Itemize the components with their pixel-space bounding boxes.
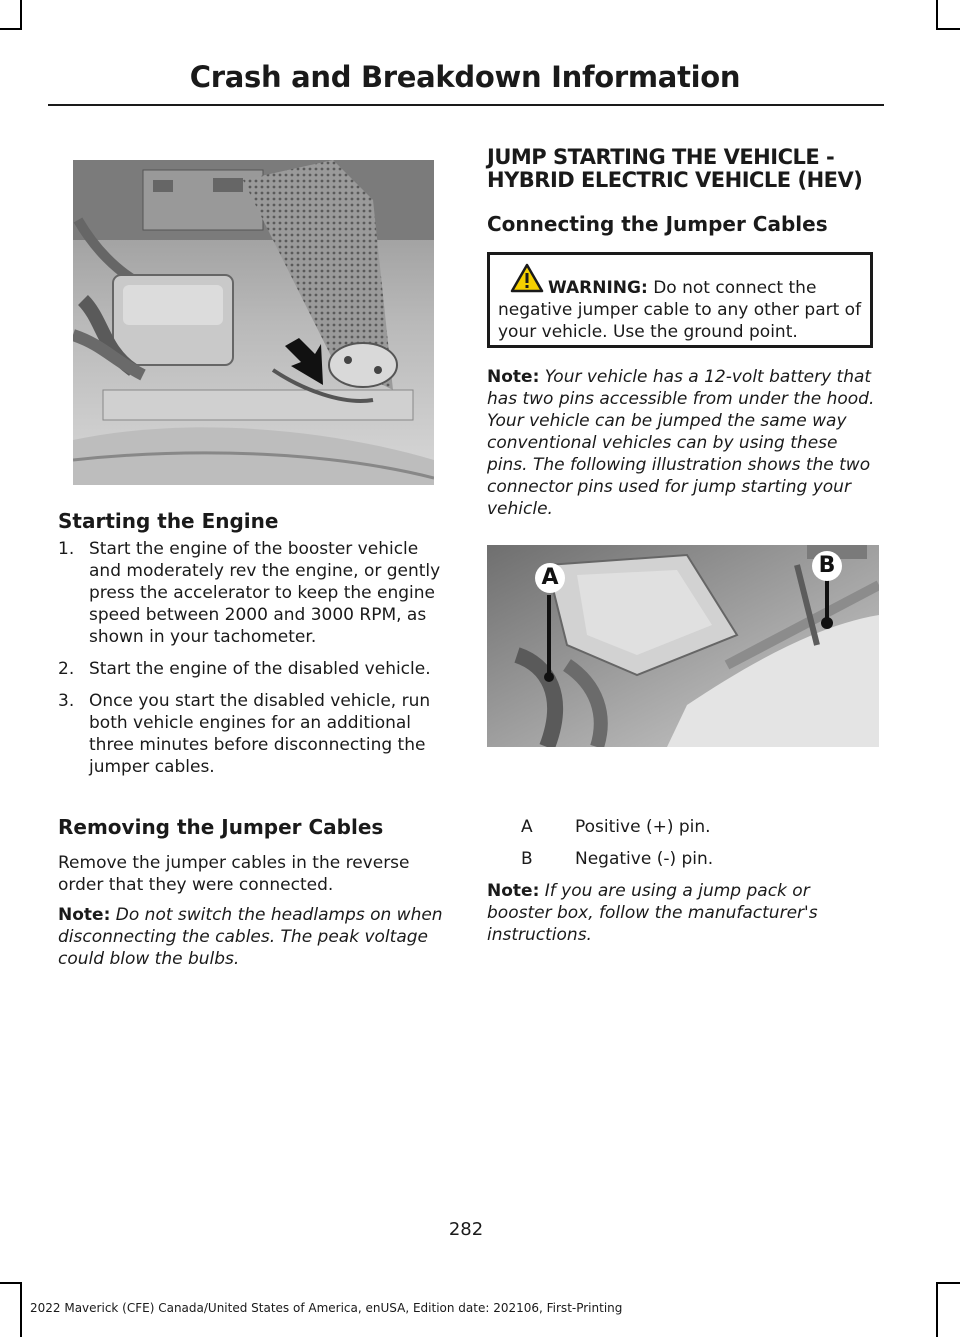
crop-mark (936, 1282, 938, 1337)
callout-description: Negative (-) pin. (575, 849, 714, 869)
crop-mark (936, 0, 938, 30)
list-item (58, 538, 450, 648)
callout-label-b: B (812, 551, 842, 581)
heading-line: JUMP STARTING THE VEHICLE - (487, 145, 835, 169)
step-text: Start the engine of the disabled vehicle. (89, 659, 431, 679)
table-row (487, 848, 887, 880)
step-number: 2. (58, 659, 75, 679)
crop-mark (938, 1282, 960, 1284)
warning-triangle-icon (510, 263, 544, 293)
note-text: If you are using a jump pack or booster box, follow the manufacturer's instructions. (487, 881, 818, 945)
note-label: Note: (58, 905, 111, 925)
note-text: Do not switch the headlamps on when disconnecting the cables. The peak voltage could blow the bulbs. (58, 905, 443, 969)
page-number: 282 (448, 1219, 484, 1240)
starting-engine-heading: Starting the Engine (58, 509, 279, 533)
removing-cables-text: Remove the jumper cables in the reverse order that they were connected. (58, 853, 410, 895)
battery-pins-note (487, 366, 879, 520)
crop-mark (20, 1282, 22, 1337)
warning-box (487, 252, 873, 348)
page-footer: 2022 Maverick (CFE) Canada/United States of America, enUSA, Edition date: 202106, First-Printing (30, 1301, 623, 1315)
crop-mark (0, 28, 20, 30)
callout-table (487, 816, 887, 880)
hev-jump-start-heading (487, 146, 887, 192)
crop-mark (0, 1282, 20, 1284)
callout-label-a: A (535, 563, 565, 593)
page-header-title: Crash and Breakdown Information (189, 60, 741, 94)
removing-cables-heading: Removing the Jumper Cables (58, 815, 384, 839)
list-item (58, 658, 450, 680)
starting-steps-list (58, 538, 450, 788)
note-text: Your vehicle has a 12-volt battery that has two pins accessible from under the hood. Your vehicle can be jumped the same way conventional vehicles can by using these pins. The following illustration shows the two connector pins used for jump starting your vehicle. (487, 367, 875, 519)
crop-mark (938, 28, 960, 30)
step-text: Once you start the disabled vehicle, run both vehicle engines for an additional three minutes before disconnecting the jumper cables. (89, 691, 431, 777)
connecting-cables-heading: Connecting the Jumper Cables (487, 212, 828, 236)
list-item (58, 690, 450, 778)
jump-pack-note (487, 880, 867, 946)
table-row (487, 816, 887, 848)
headlamps-note (58, 904, 448, 970)
callout-key: A (521, 817, 533, 837)
note-label: Note: (487, 367, 540, 387)
warning-text: Do not connect the negative jumper cable to any other part of your vehicle. Use the ground point. (498, 278, 862, 342)
callout-key: B (521, 849, 533, 869)
crop-mark (20, 0, 22, 30)
engine-bay-photo (73, 160, 434, 485)
heading-line: HYBRID ELECTRIC VEHICLE (HEV) (487, 168, 863, 192)
step-text: Start the engine of the booster vehicle and moderately rev the engine, or gently press the accelerator to keep the engine speed between 2000 and 3000 RPM, as shown in your tachometer. (89, 539, 441, 647)
callout-description: Positive (+) pin. (575, 817, 711, 837)
step-number: 3. (58, 691, 75, 711)
header-divider (48, 104, 884, 106)
step-number: 1. (58, 539, 75, 559)
note-label: Note: (487, 881, 540, 901)
connector-pins-photo (487, 545, 879, 747)
warning-label: WARNING: (548, 278, 648, 298)
